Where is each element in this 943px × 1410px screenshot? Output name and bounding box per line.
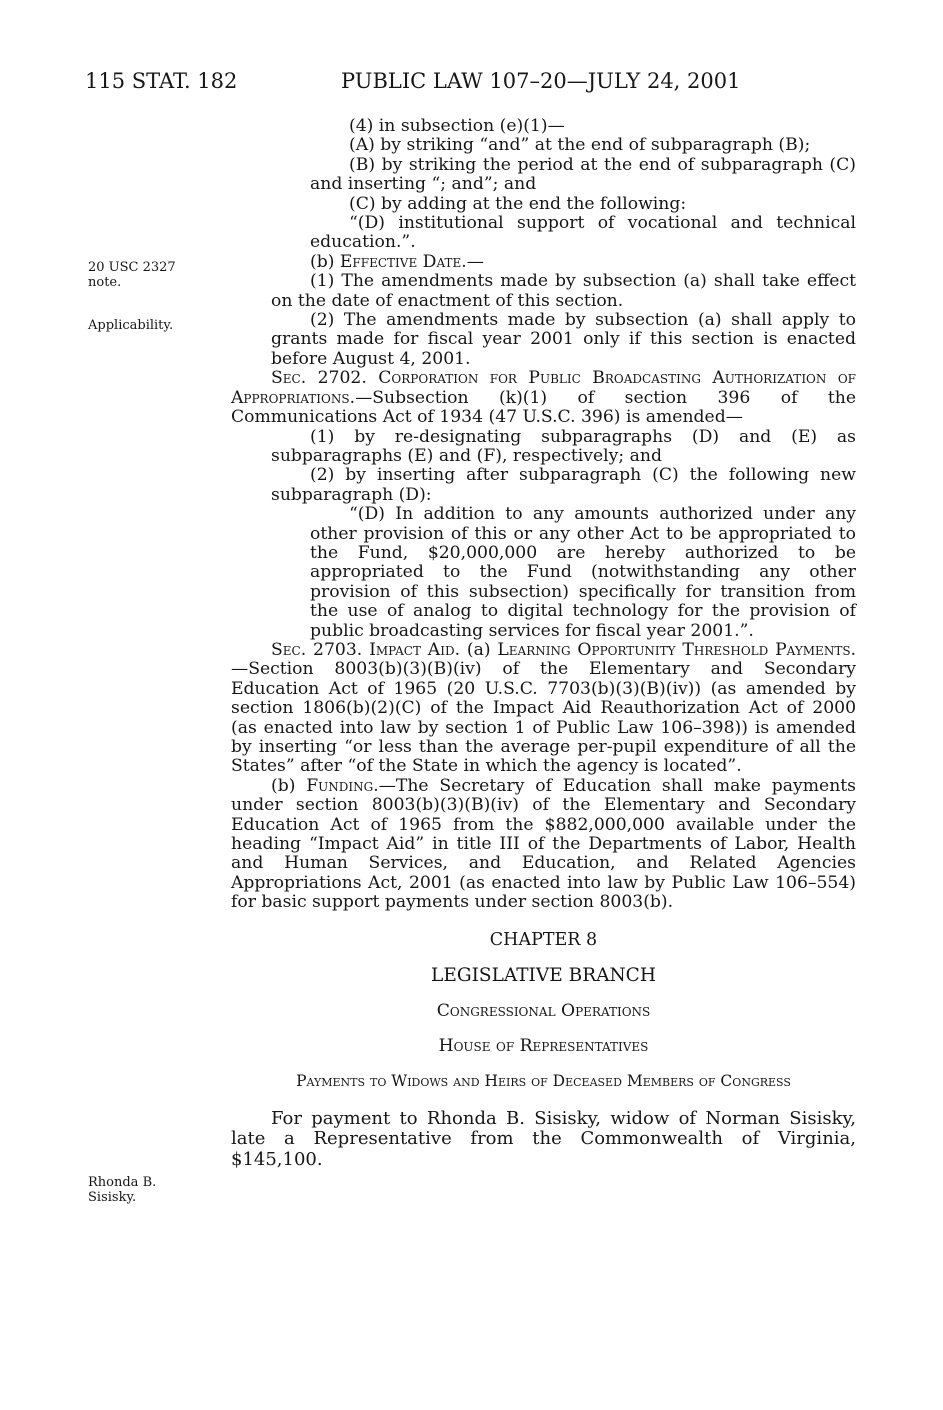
statute-page-number: 115 STAT. 182	[85, 69, 238, 93]
margin-note-applicability: Applicability.	[88, 318, 174, 333]
funding-heading: Funding.	[306, 775, 379, 796]
section-2702	[231, 369, 856, 427]
paragraph-quoted-d-fund: “(D) In addition to any amounts authorized under any other provision of this or any other Act to be appropriated to the Fund, $20,000,000 are hereby authorized to be appropriated to the Fund (notwithstanding any other provision of this subsection) specifically for transition from the use of analog to digital technology for the provision of public broadcasting services for fiscal year 2001.”.	[310, 504, 856, 641]
effective-date-suffix: —	[466, 251, 484, 272]
margin-note-usc	[88, 260, 176, 290]
public-law-title: PUBLIC LAW 107–20—JULY 24, 2001	[341, 69, 741, 93]
section-2702-text: —Subsection (k)(1) of section 396 of the Communications Act of 1934 (47 U.S.C. 396) is amended—	[231, 387, 856, 428]
funding-text: —The Secretary of Education shall make payments under section 8003(b)(3)(B)(iv) of the Elementary and Secondary Education Act of 1965 from the $882,000,000 available under the heading “Impact Aid” in title III of the Departments of Labor, Health and Human Services, and Education, and Related Agencies Appropriations Act, 2001 (as enacted into law by Public Law 106–554) for basic support payments under section 8003(b).	[231, 775, 856, 913]
paragraph-striking-and: (A) by striking “and” at the end of subparagraph (B);	[349, 135, 811, 156]
payment-paragraph: For payment to Rhonda B. Sisisky, widow of Norman Sisisky, late a Representative from the Commonwealth of Virginia, $145,100.	[231, 1107, 856, 1170]
branch-heading: LEGISLATIVE BRANCH	[431, 965, 656, 987]
house-heading: House of Representatives	[438, 1035, 649, 1056]
paragraph-effective-date	[231, 253, 856, 272]
operations-heading: Congressional Operations	[436, 1001, 651, 1022]
effective-date-heading: Effective Date.	[339, 251, 467, 272]
margin-note-usc-line1: 20 USC 2327	[88, 260, 176, 275]
paragraph-striking-period: (B) by striking the period at the end of subparagraph (C) and inserting “; and”; and	[310, 154, 856, 195]
margin-note-usc-line2: note.	[88, 275, 122, 290]
funding-prefix: (b)	[271, 775, 307, 796]
section-2703	[231, 641, 856, 777]
paragraph-adding-following: (C) by adding at the end the following:	[349, 193, 687, 214]
paragraph-effective-2: (2) The amendments made by subsection (a) shall apply to grants made for fiscal year 2001 only if this section is enacted before August 4, 2001.	[271, 310, 856, 369]
section-2703-subheading: Learning Opportunity Threshold Payments.	[497, 639, 857, 660]
page-header	[85, 66, 855, 96]
paragraph-quoted-d: “(D) institutional support of vocational and technical education.”.	[310, 213, 856, 253]
effective-date-prefix: (b)	[310, 251, 340, 272]
paragraph-subsection-e1: (4) in subsection (e)(1)—	[349, 116, 565, 136]
section-2703-text: —Section 8003(b)(3)(B)(iv) of the Elementary and Secondary Education Act of 1965 (20 U.S.C. 7703(b)(3)(B)(iv)) (as amended by section 1806(b)(2)(C) of the Impact Aid Reauthorization Act of 2000 (as enacted into law by section 1 of Public Law 106–398)) is amended by inserting “or less than the average per-pupil expenditure of all the States” after “of the State in which the agency is located”.	[231, 659, 856, 777]
section-2702-heading: Sec. 2702. Corporation for Public Broadcasting Authorization of Appropriations.	[231, 368, 856, 408]
section-2703-sub: (a)	[460, 639, 498, 660]
paragraph-redesignating: (1) by re-designating subparagraphs (D) and (E) as subparagraphs (E) and (F), respectively; and	[271, 426, 856, 466]
paragraph-funding	[231, 777, 856, 913]
paragraph-inserting-d: (2) by inserting after subparagraph (C) the following new subparagraph (D):	[271, 465, 856, 505]
section-2703-label: Sec. 2703.	[271, 639, 370, 660]
margin-note-rhonda-line1: Rhonda B.	[88, 1175, 157, 1190]
margin-note-rhonda	[88, 1175, 156, 1205]
payments-heading: Payments to Widows and Heirs of Deceased Members of Congress	[296, 1072, 791, 1091]
margin-note-rhonda-line2: Sisisky.	[88, 1190, 137, 1205]
body-text	[231, 117, 856, 1170]
section-2703-heading: Impact Aid.	[369, 639, 461, 660]
paragraph-effective-1: (1) The amendments made by subsection (a) shall take effect on the date of enactment of this section.	[271, 271, 856, 311]
chapter-heading: CHAPTER 8	[489, 929, 598, 950]
